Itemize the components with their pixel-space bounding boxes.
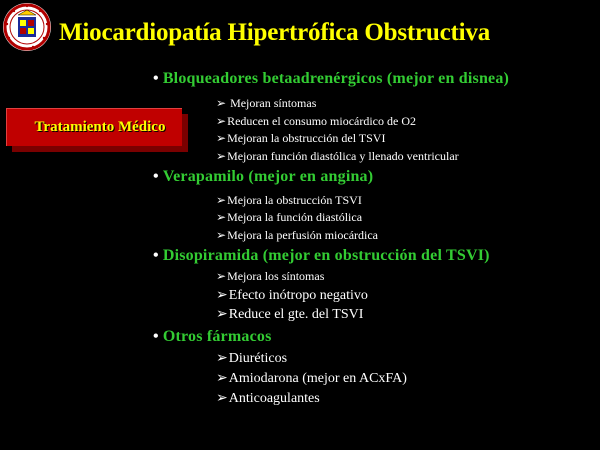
section-heading xyxy=(153,247,490,265)
treatment-label-box xyxy=(6,108,188,152)
list-item-text: Mejora la perfusión miocárdica xyxy=(227,228,378,242)
list-item-text: Mejora los síntomas xyxy=(227,269,325,283)
arrow-bullet-icon: ➢ xyxy=(216,210,227,224)
list-item-text: Amiodarona (mejor en ACxFA) xyxy=(228,371,407,386)
list-item xyxy=(216,390,320,407)
list-item xyxy=(216,96,316,111)
list-item-text: Efecto inótropo negativo xyxy=(228,288,368,303)
list-item-text: Mejora la obstrucción TSVI xyxy=(227,193,362,207)
list-item-text: Diuréticos xyxy=(228,351,288,366)
list-item xyxy=(216,287,368,304)
section-heading xyxy=(153,328,272,346)
bullet-icon: • xyxy=(153,70,159,87)
heading-text: Verapamilo (mejor en angina) xyxy=(162,168,374,185)
heading-text: Disopiramida (mejor en obstrucción del TSVI) xyxy=(162,247,490,264)
arrow-bullet-icon: ➢ xyxy=(216,269,227,283)
heading-text: Otros fármacos xyxy=(162,328,272,345)
list-item xyxy=(216,193,362,208)
list-item-text: Mejora la función diastólica xyxy=(227,210,363,224)
university-seal-icon xyxy=(2,2,52,52)
list-item xyxy=(216,210,362,225)
arrow-bullet-icon: ➢ xyxy=(216,391,228,406)
heading-text: Bloqueadores betaadrenérgicos (mejor en disnea) xyxy=(162,70,510,87)
arrow-bullet-icon: ➢ xyxy=(216,371,228,386)
list-item xyxy=(216,114,416,129)
bullet-icon: • xyxy=(153,247,159,264)
list-item-text: Anticoagulantes xyxy=(228,391,320,406)
arrow-bullet-icon: ➢ xyxy=(216,288,228,303)
list-item xyxy=(216,149,459,164)
arrow-bullet-icon: ➢ xyxy=(216,351,228,366)
list-item xyxy=(216,269,324,284)
arrow-bullet-icon: ➢ xyxy=(216,149,227,163)
arrow-bullet-icon: ➢ xyxy=(216,131,227,145)
list-item xyxy=(216,306,363,323)
list-item xyxy=(216,370,407,387)
list-item xyxy=(216,228,378,243)
bullet-icon: • xyxy=(153,328,159,345)
page-title: Miocardiopatía Hipertrófica Obstructiva xyxy=(59,19,491,46)
list-item-text: Reducen el consumo miocárdico de O2 xyxy=(227,114,417,128)
list-item xyxy=(216,131,385,146)
arrow-bullet-icon: ➢ xyxy=(216,307,228,322)
section-heading xyxy=(153,168,373,186)
section-heading xyxy=(153,70,509,88)
bullet-icon: • xyxy=(153,168,159,185)
list-item-text: Reduce el gte. del TSVI xyxy=(228,307,364,322)
arrow-bullet-icon: ➢ xyxy=(216,114,227,128)
arrow-bullet-icon: ➢ xyxy=(216,228,227,242)
treatment-label: Tratamiento Médico xyxy=(34,119,166,135)
list-item xyxy=(216,350,287,367)
arrow-bullet-icon: ➢ xyxy=(216,193,227,207)
list-item-text: Mejoran la obstrucción del TSVI xyxy=(227,131,386,145)
list-item-text: Mejoran función diastólica y llenado ventricular xyxy=(227,149,459,163)
arrow-bullet-icon: ➢ xyxy=(216,96,227,110)
list-item-text: Mejoran síntomas xyxy=(227,96,317,110)
